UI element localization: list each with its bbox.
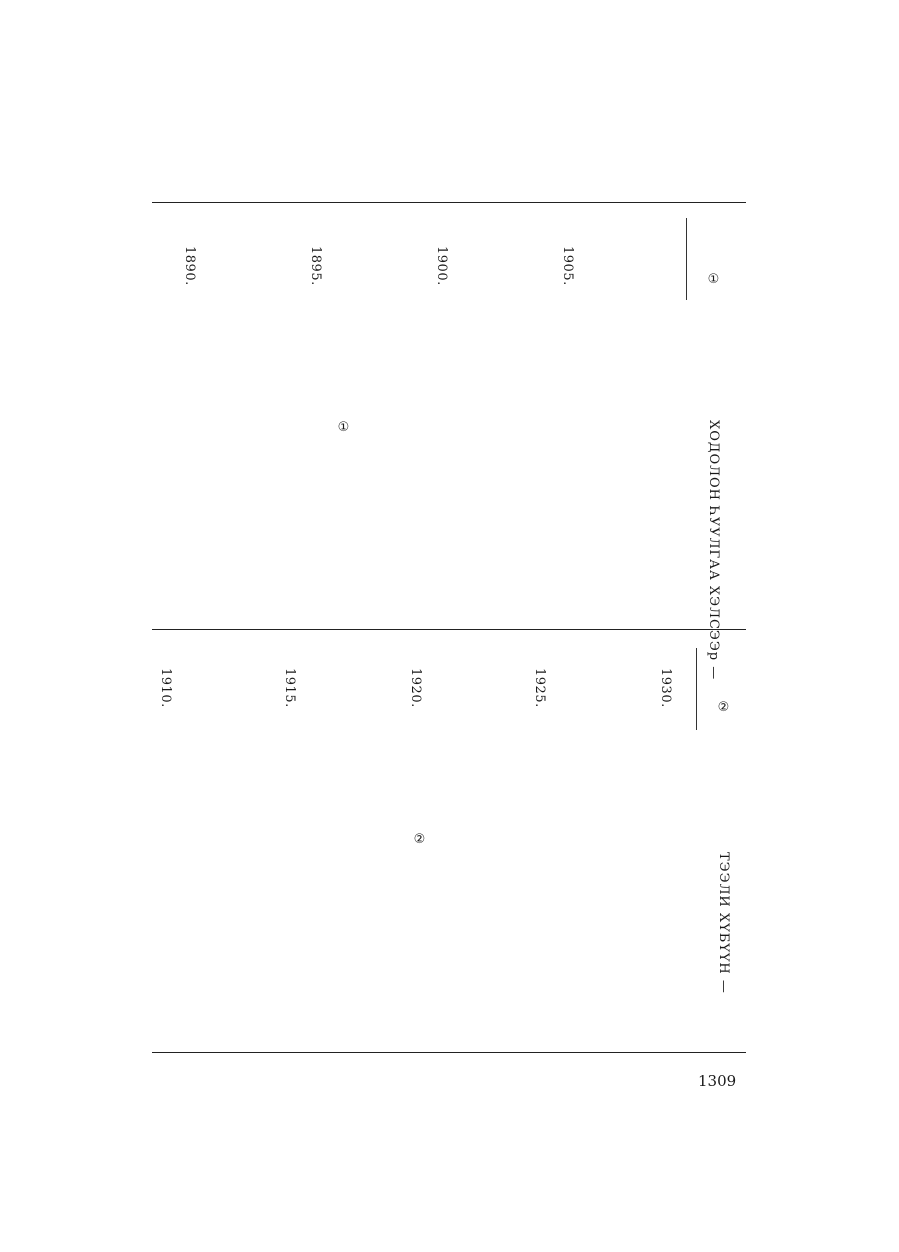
line-number: 1910. xyxy=(158,668,173,708)
footnote-marker: ② xyxy=(716,700,731,716)
section-header-cyrillic: ТЭЭЛИ ХҮБҮҮН — xyxy=(716,852,731,994)
footnote-separator xyxy=(696,648,697,730)
footnote-separator xyxy=(686,218,687,300)
line-number: 1920. xyxy=(408,668,423,708)
bottom-rule xyxy=(152,1052,746,1053)
line-number: 1915. xyxy=(282,668,297,708)
middle-rule xyxy=(152,629,746,630)
footnote-marker: ② xyxy=(412,832,427,848)
section-header-cyrillic: ХОДОЛОН ҺУУЛГАА ХЭЛСЭЭр — xyxy=(706,420,721,681)
footnote-marker: ① xyxy=(336,420,351,436)
line-number: 1930. xyxy=(658,668,673,708)
footnote-marker: ① xyxy=(706,272,721,288)
top-rule xyxy=(152,202,746,203)
line-number: 1925. xyxy=(532,668,547,708)
page-number: 1309 xyxy=(698,1072,737,1090)
line-number: 1890. xyxy=(182,246,197,286)
line-number: 1895. xyxy=(308,246,323,286)
line-number: 1900. xyxy=(434,246,449,286)
line-number: 1905. xyxy=(560,246,575,286)
